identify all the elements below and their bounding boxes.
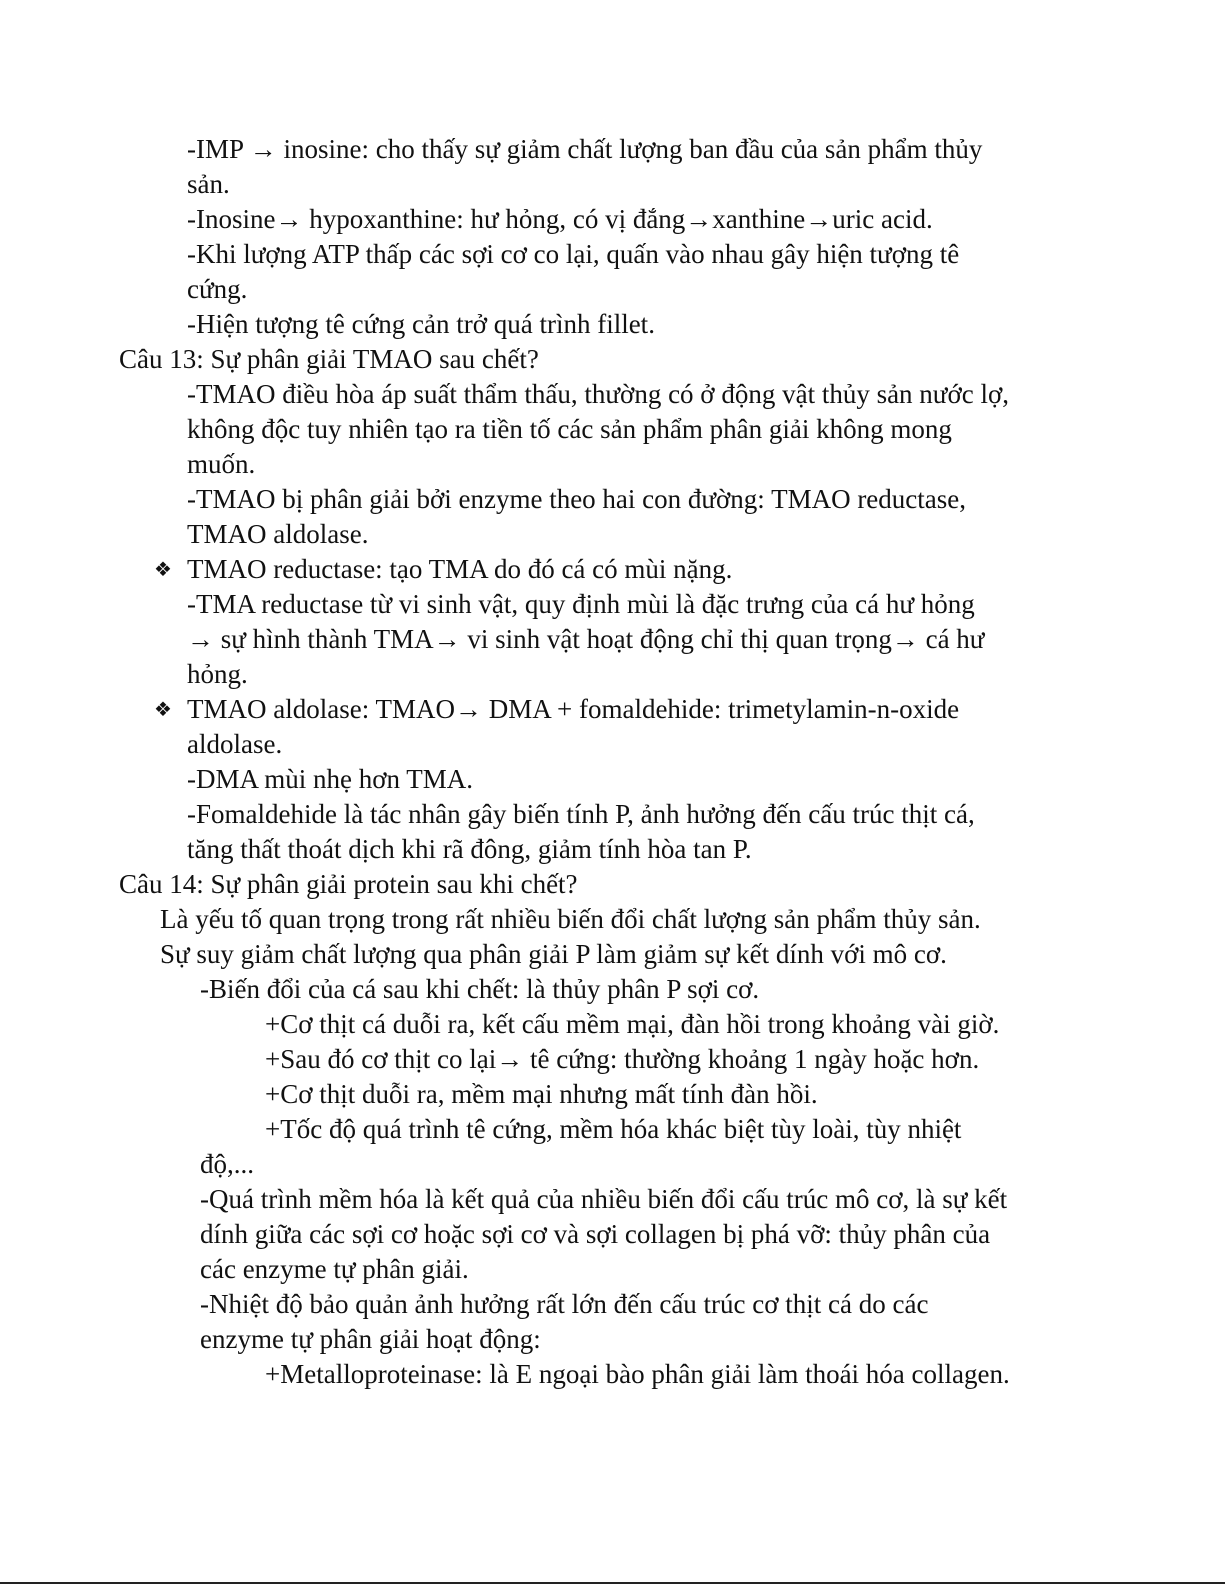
text-line: TMAO aldolase.: [187, 519, 369, 549]
text-line: muốn.: [187, 449, 256, 479]
text-line: aldolase.: [187, 729, 283, 759]
text-line: -Fomaldehide là tác nhân gây biến tính P, ảnh hưởng đến cấu trúc thịt cá,: [187, 799, 975, 829]
text-line: không độc tuy nhiên tạo ra tiền tố các sản phẩm phân giải không mong: [187, 414, 952, 444]
text-line: -TMA reductase từ vi sinh vật, quy định mùi là đặc trưng của cá hư hỏng: [187, 589, 975, 619]
section-heading: Câu 13: Sự phân giải TMAO sau chết?: [119, 344, 539, 374]
text-line: Là yếu tố quan trọng trong rất nhiều biến đổi chất lượng sản phẩm thủy sản.: [160, 904, 981, 934]
text-line: -IMP → inosine: cho thấy sự giảm chất lượng ban đầu của sản phẩm thủy: [187, 134, 983, 164]
text-line: -Inosine→ hypoxanthine: hư hỏng, có vị đắng→xanthine→uric acid.: [187, 204, 933, 234]
text-line: cứng.: [187, 274, 248, 304]
text-line: sản.: [187, 169, 230, 199]
text-line: +Sau đó cơ thịt co lại→ tê cứng: thường khoảng 1 ngày hoặc hơn.: [265, 1044, 980, 1074]
text-line: -TMAO bị phân giải bởi enzyme theo hai con đường: TMAO reductase,: [187, 484, 967, 514]
text-line: → sự hình thành TMA→ vi sinh vật hoạt động chỉ thị quan trọng→ cá hư: [187, 624, 985, 654]
section-heading: Câu 14: Sự phân giải protein sau khi chết?: [119, 869, 578, 899]
diamond-bullet-icon: ❖: [154, 557, 172, 581]
text-line: Sự suy giảm chất lượng qua phân giải P làm giảm sự kết dính với mô cơ.: [160, 939, 947, 969]
text-line: hỏng.: [187, 659, 248, 689]
text-line: dính giữa các sợi cơ hoặc sợi cơ và sợi collagen bị phá vỡ: thủy phân của: [200, 1219, 991, 1249]
text-line: -Nhiệt độ bảo quản ảnh hưởng rất lớn đến cấu trúc cơ thịt cá do các: [200, 1289, 929, 1319]
text-line: -Quá trình mềm hóa là kết quả của nhiều biến đổi cấu trúc mô cơ, là sự kết: [200, 1184, 1008, 1214]
bullet-item-text: TMAO aldolase: TMAO→ DMA + fomaldehide: trimetylamin-n-oxide: [187, 694, 960, 724]
text-line: -TMAO điều hòa áp suất thẩm thấu, thường có ở động vật thủy sản nước lợ,: [187, 379, 1009, 409]
text-line: -Hiện tượng tê cứng cản trở quá trình fillet.: [187, 309, 655, 339]
page-bottom-border: [0, 1582, 1225, 1584]
text-line: -Khi lượng ATP thấp các sợi cơ co lại, quấn vào nhau gây hiện tượng tê: [187, 239, 960, 269]
text-line: -DMA mùi nhẹ hơn TMA.: [187, 764, 474, 794]
text-line: độ,...: [200, 1149, 254, 1179]
text-line: +Metalloproteinase: là E ngoại bào phân giải làm thoái hóa collagen.: [265, 1359, 1010, 1389]
diamond-bullet-icon: ❖: [154, 697, 172, 721]
text-line: -Biến đổi của cá sau khi chết: là thủy phân P sợi cơ.: [200, 974, 760, 1004]
bullet-item-text: TMAO reductase: tạo TMA do đó cá có mùi nặng.: [187, 554, 733, 584]
text-line: +Tốc độ quá trình tê cứng, mềm hóa khác biệt tùy loài, tùy nhiệt: [265, 1114, 962, 1144]
text-line: +Cơ thịt cá duỗi ra, kết cấu mềm mại, đàn hồi trong khoảng vài giờ.: [265, 1009, 1000, 1039]
text-line: tăng thất thoát dịch khi rã đông, giảm tính hòa tan P.: [187, 834, 752, 864]
text-line: các enzyme tự phân giải.: [200, 1254, 469, 1284]
text-line: +Cơ thịt duỗi ra, mềm mại nhưng mất tính đàn hồi.: [265, 1079, 818, 1109]
text-line: enzyme tự phân giải hoạt động:: [200, 1324, 541, 1354]
